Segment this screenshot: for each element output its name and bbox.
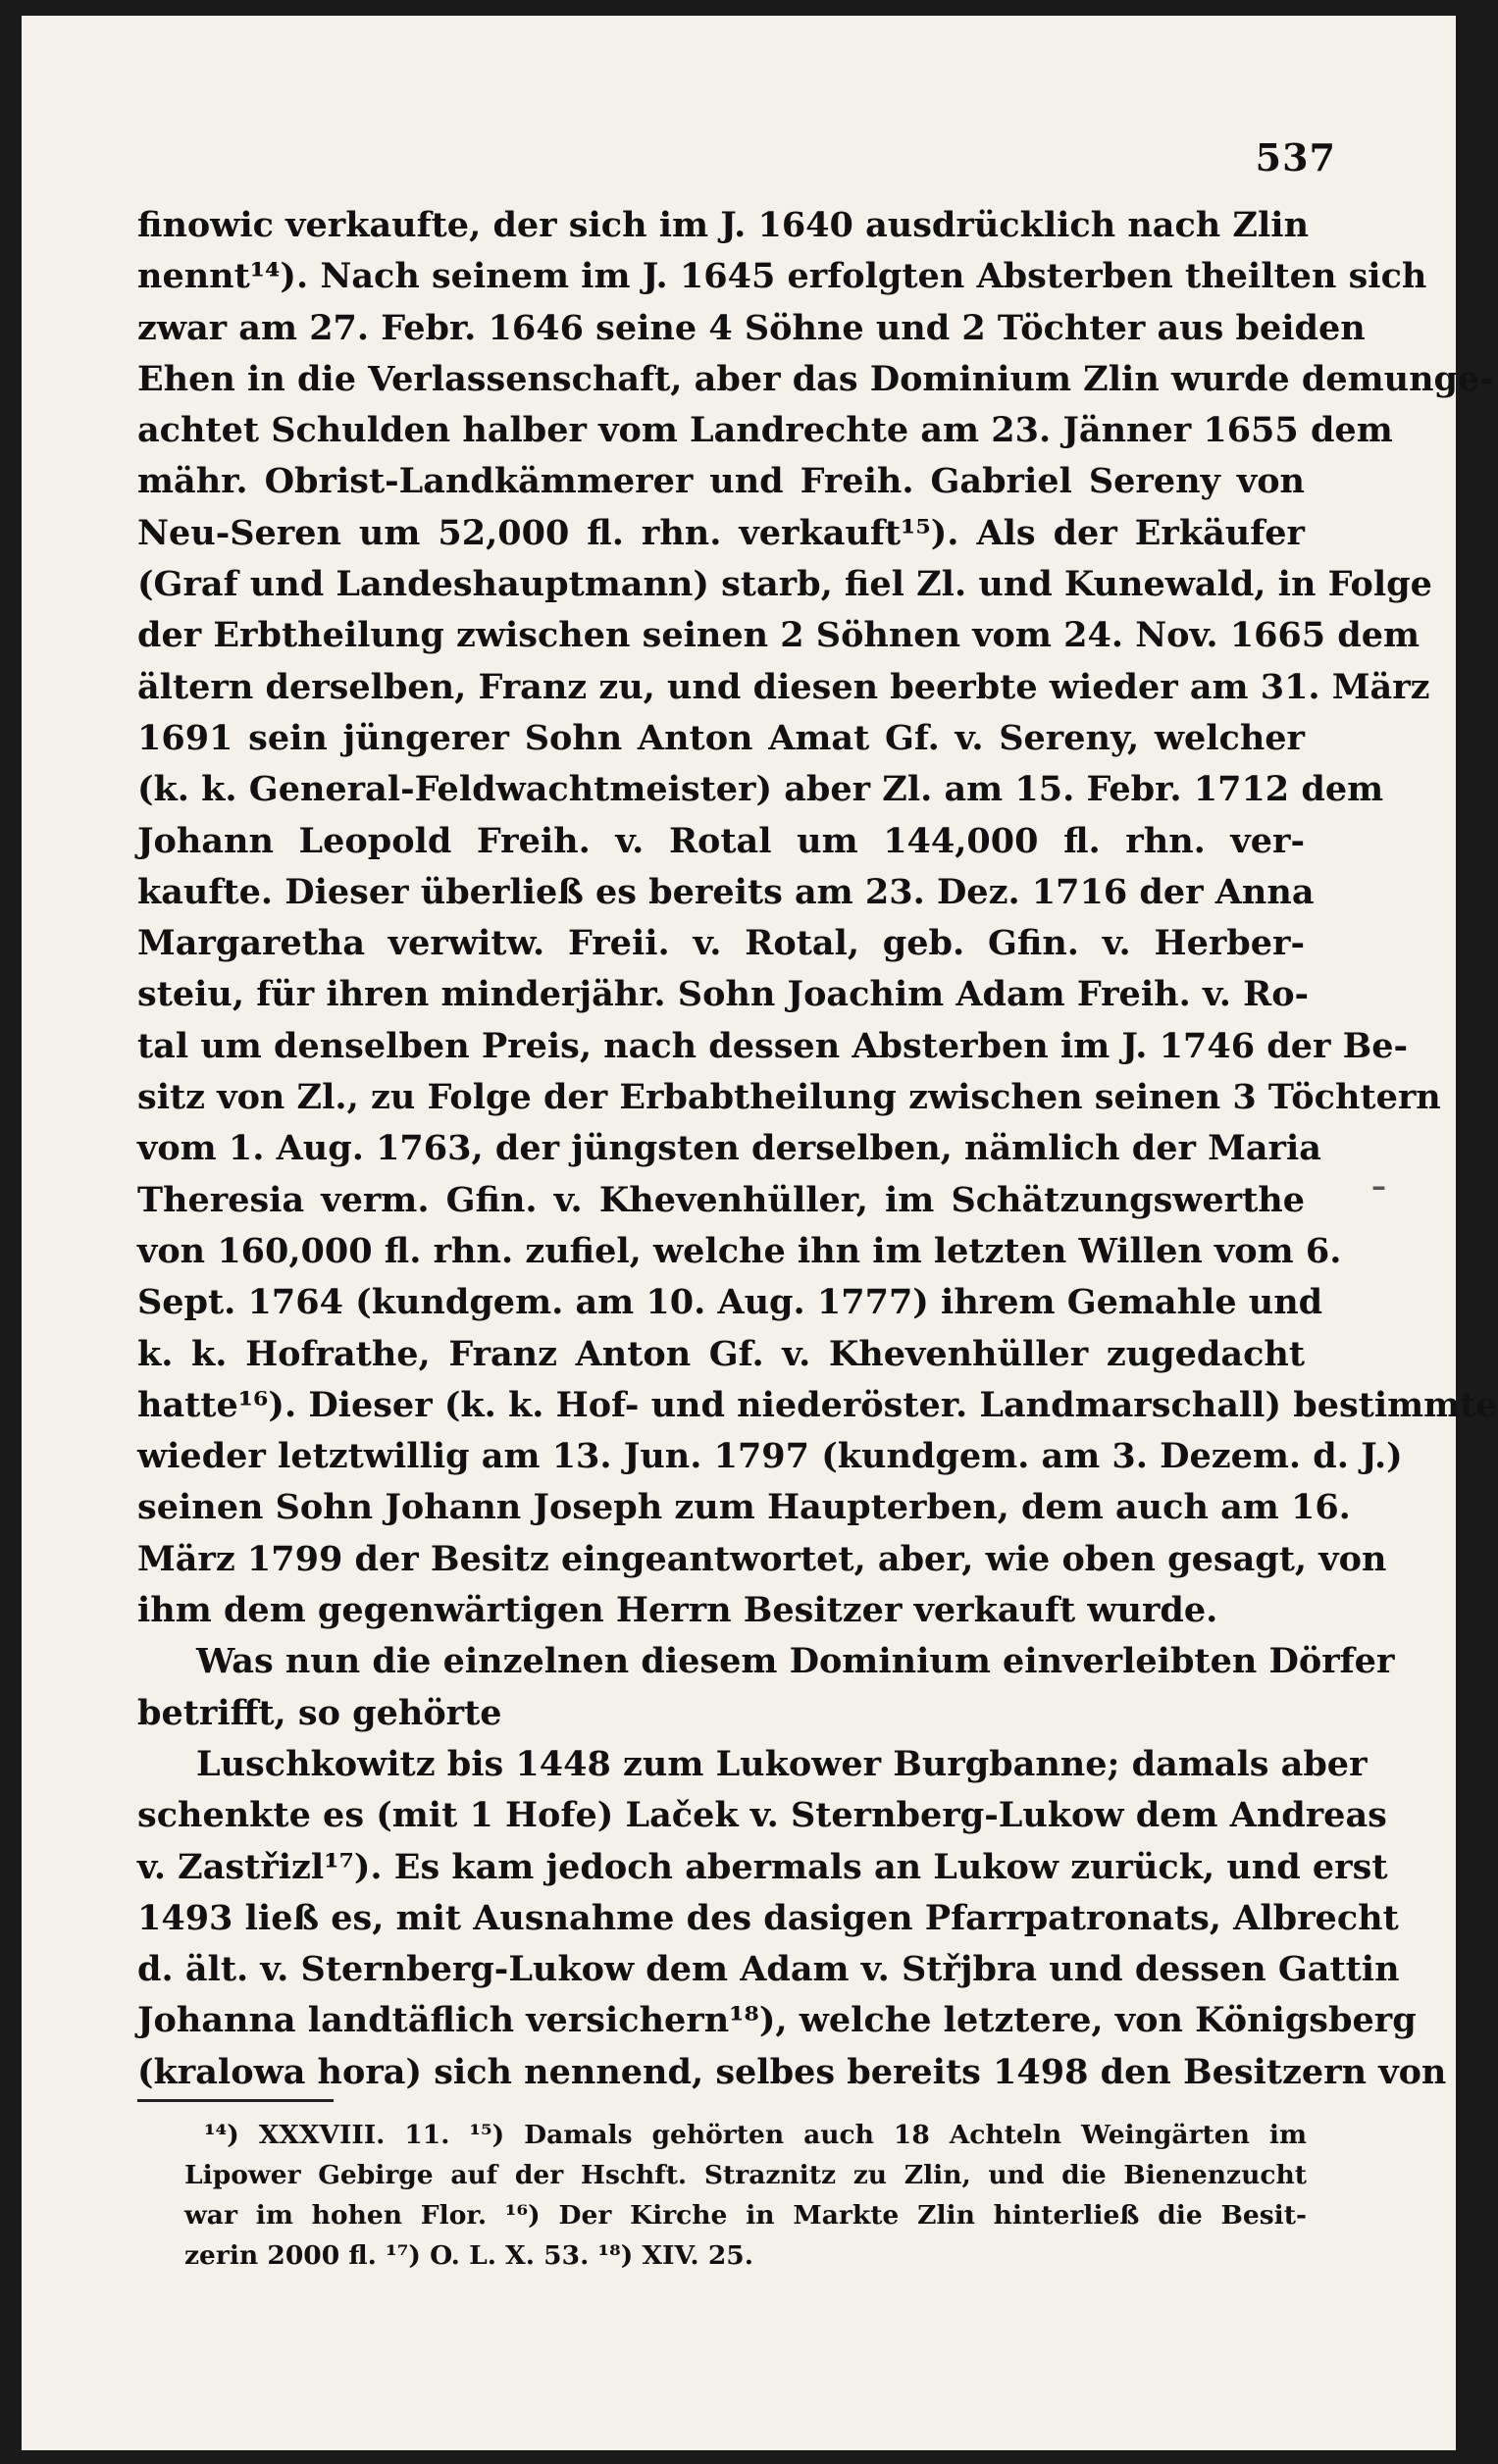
text-line: (kralowa hora) sich nennend, selbes bereits 1498 den Besitzern von	[137, 2051, 1447, 2092]
text-line: 1691 sein jüngerer Sohn Anton Amat Gf. v. Sereny, welcher	[137, 717, 1305, 758]
text-line: finowic verkaufte, der sich im J. 1640 ausdrücklich nach Zlin	[137, 205, 1310, 245]
text-line: achtet Schulden halber vom Landrechte am 23. Jänner 1655 dem	[137, 410, 1393, 451]
text-line: d. ält. v. Sternberg-Lukow dem Adam v. Střjbra und dessen Gattin	[137, 1949, 1400, 1990]
text-line: k. k. Hofrathe, Franz Anton Gf. v. Khevenhüller zugedacht	[137, 1333, 1305, 1374]
text-line: seinen Sohn Johann Joseph zum Haupterben, dem auch am 16.	[137, 1487, 1351, 1528]
text-line: Luschkowitz bis 1448 zum Lukower Burgbanne; damals aber	[196, 1743, 1368, 1784]
text-line: steiu, für ihren minderjähr. Sohn Joachim Adam Freih. v. Ro-	[137, 974, 1310, 1015]
text-line: nennt¹⁴). Nach seinem im J. 1645 erfolgten Absterben theilten sich	[137, 256, 1427, 297]
text-line: (k. k. General-Feldwachtmeister) aber Zl. am 15. Febr. 1712 dem	[137, 769, 1384, 810]
text-line: (Graf und Landeshauptmann) starb, fiel Zl. und Kunewald, in Folge	[137, 564, 1432, 605]
text-line: 1493 ließ es, mit Ausnahme des dasigen Pfarrpatronats, Albrecht	[137, 1897, 1399, 1938]
text-line: zwar am 27. Febr. 1646 seine 4 Söhne und 2 Töchter aus beiden	[137, 307, 1366, 348]
text-line: schenkte es (mit 1 Hofe) Laček v. Sternberg-Lukow dem Andreas	[137, 1795, 1387, 1836]
text-line: mähr. Obrist-Landkämmerer und Freih. Gabriel Sereny von	[137, 461, 1305, 502]
text-line: Ehen in die Verlassenschaft, aber das Dominium Zlin wurde demunge-	[137, 358, 1494, 399]
text-line: ältern derselben, Franz zu, und diesen beerbte wieder am 31. März	[137, 666, 1430, 707]
text-line: von 160,000 fl. rhn. zufiel, welche ihn im letzten Willen vom 6.	[137, 1230, 1342, 1271]
text-line: kaufte. Dieser überließ es bereits am 23. Dez. 1716 der Anna	[137, 871, 1315, 912]
footnote-line: war im hohen Flor. ¹⁶) Der Kirche in Markte Zlin hinterließ die Besit-	[184, 2200, 1307, 2231]
text-line: hatte¹⁶). Dieser (k. k. Hof- und niederöster. Landmarschall) bestimmte	[137, 1384, 1498, 1425]
text-line: v. Zastřizl¹⁷). Es kam jedoch abermals an Lukow zurück, und erst	[137, 1846, 1388, 1887]
text-line: der Erbtheilung zwischen seinen 2 Söhnen vom 24. Nov. 1665 dem	[137, 615, 1421, 656]
text-line: wieder letztwillig am 13. Jun. 1797 (kundgem. am 3. Dezem. d. J.)	[137, 1436, 1403, 1477]
page-number: 537	[1255, 135, 1336, 180]
text-line: betrifft, so gehörte	[137, 1692, 502, 1733]
footnote-line: Lipower Gebirge auf der Hschft. Straznitz zu Zlin, und die Bienenzucht	[184, 2160, 1307, 2190]
scanned-book-page	[22, 16, 1498, 2450]
footnote-divider	[137, 2099, 334, 2102]
text-line: sitz von Zl., zu Folge der Erbabtheilung zwischen seinen 3 Töchtern	[137, 1077, 1441, 1118]
footnote-line: zerin 2000 fl. ¹⁷) O. L. X. 53. ¹⁸) XIV. 25.	[184, 2240, 753, 2271]
text-line: vom 1. Aug. 1763, der jüngsten derselben, nämlich der Maria	[137, 1128, 1321, 1169]
main-text	[137, 200, 1498, 2098]
text-line: ihm dem gegenwärtigen Herrn Besitzer verkauft wurde.	[137, 1590, 1218, 1631]
text-line: Margaretha verwitw. Freii. v. Rotal, geb. Gfin. v. Herber-	[137, 923, 1305, 964]
text-line: Johanna landtäflich versichern¹⁸), welche letztere, von Königsberg	[137, 2000, 1417, 2041]
footnote-line: ¹⁴) XXXVIII. 11. ¹⁵) Damals gehörten auch 18 Achteln Weingärten im	[204, 2120, 1307, 2150]
text-line: Sept. 1764 (kundgem. am 10. Aug. 1777) ihrem Gemahle und	[137, 1282, 1323, 1323]
margin-mark: –	[1371, 1169, 1386, 1204]
text-line: Johann Leopold Freih. v. Rotal um 144,000 fl. rhn. ver-	[137, 820, 1305, 861]
text-line: Neu-Seren um 52,000 fl. rhn. verkauft¹⁵). Als der Erkäufer	[137, 512, 1305, 553]
text-line: März 1799 der Besitz eingeantwortet, aber, wie oben gesagt, von	[137, 1538, 1387, 1579]
footnotes	[184, 2115, 1307, 2276]
text-line: tal um denselben Preis, nach dessen Absterben im J. 1746 der Be-	[137, 1025, 1408, 1066]
text-line: Theresia verm. Gfin. v. Khevenhüller, im Schätzungswerthe	[137, 1179, 1305, 1220]
text-line: Was nun die einzelnen diesem Dominium einverleibten Dörfer	[196, 1641, 1395, 1682]
